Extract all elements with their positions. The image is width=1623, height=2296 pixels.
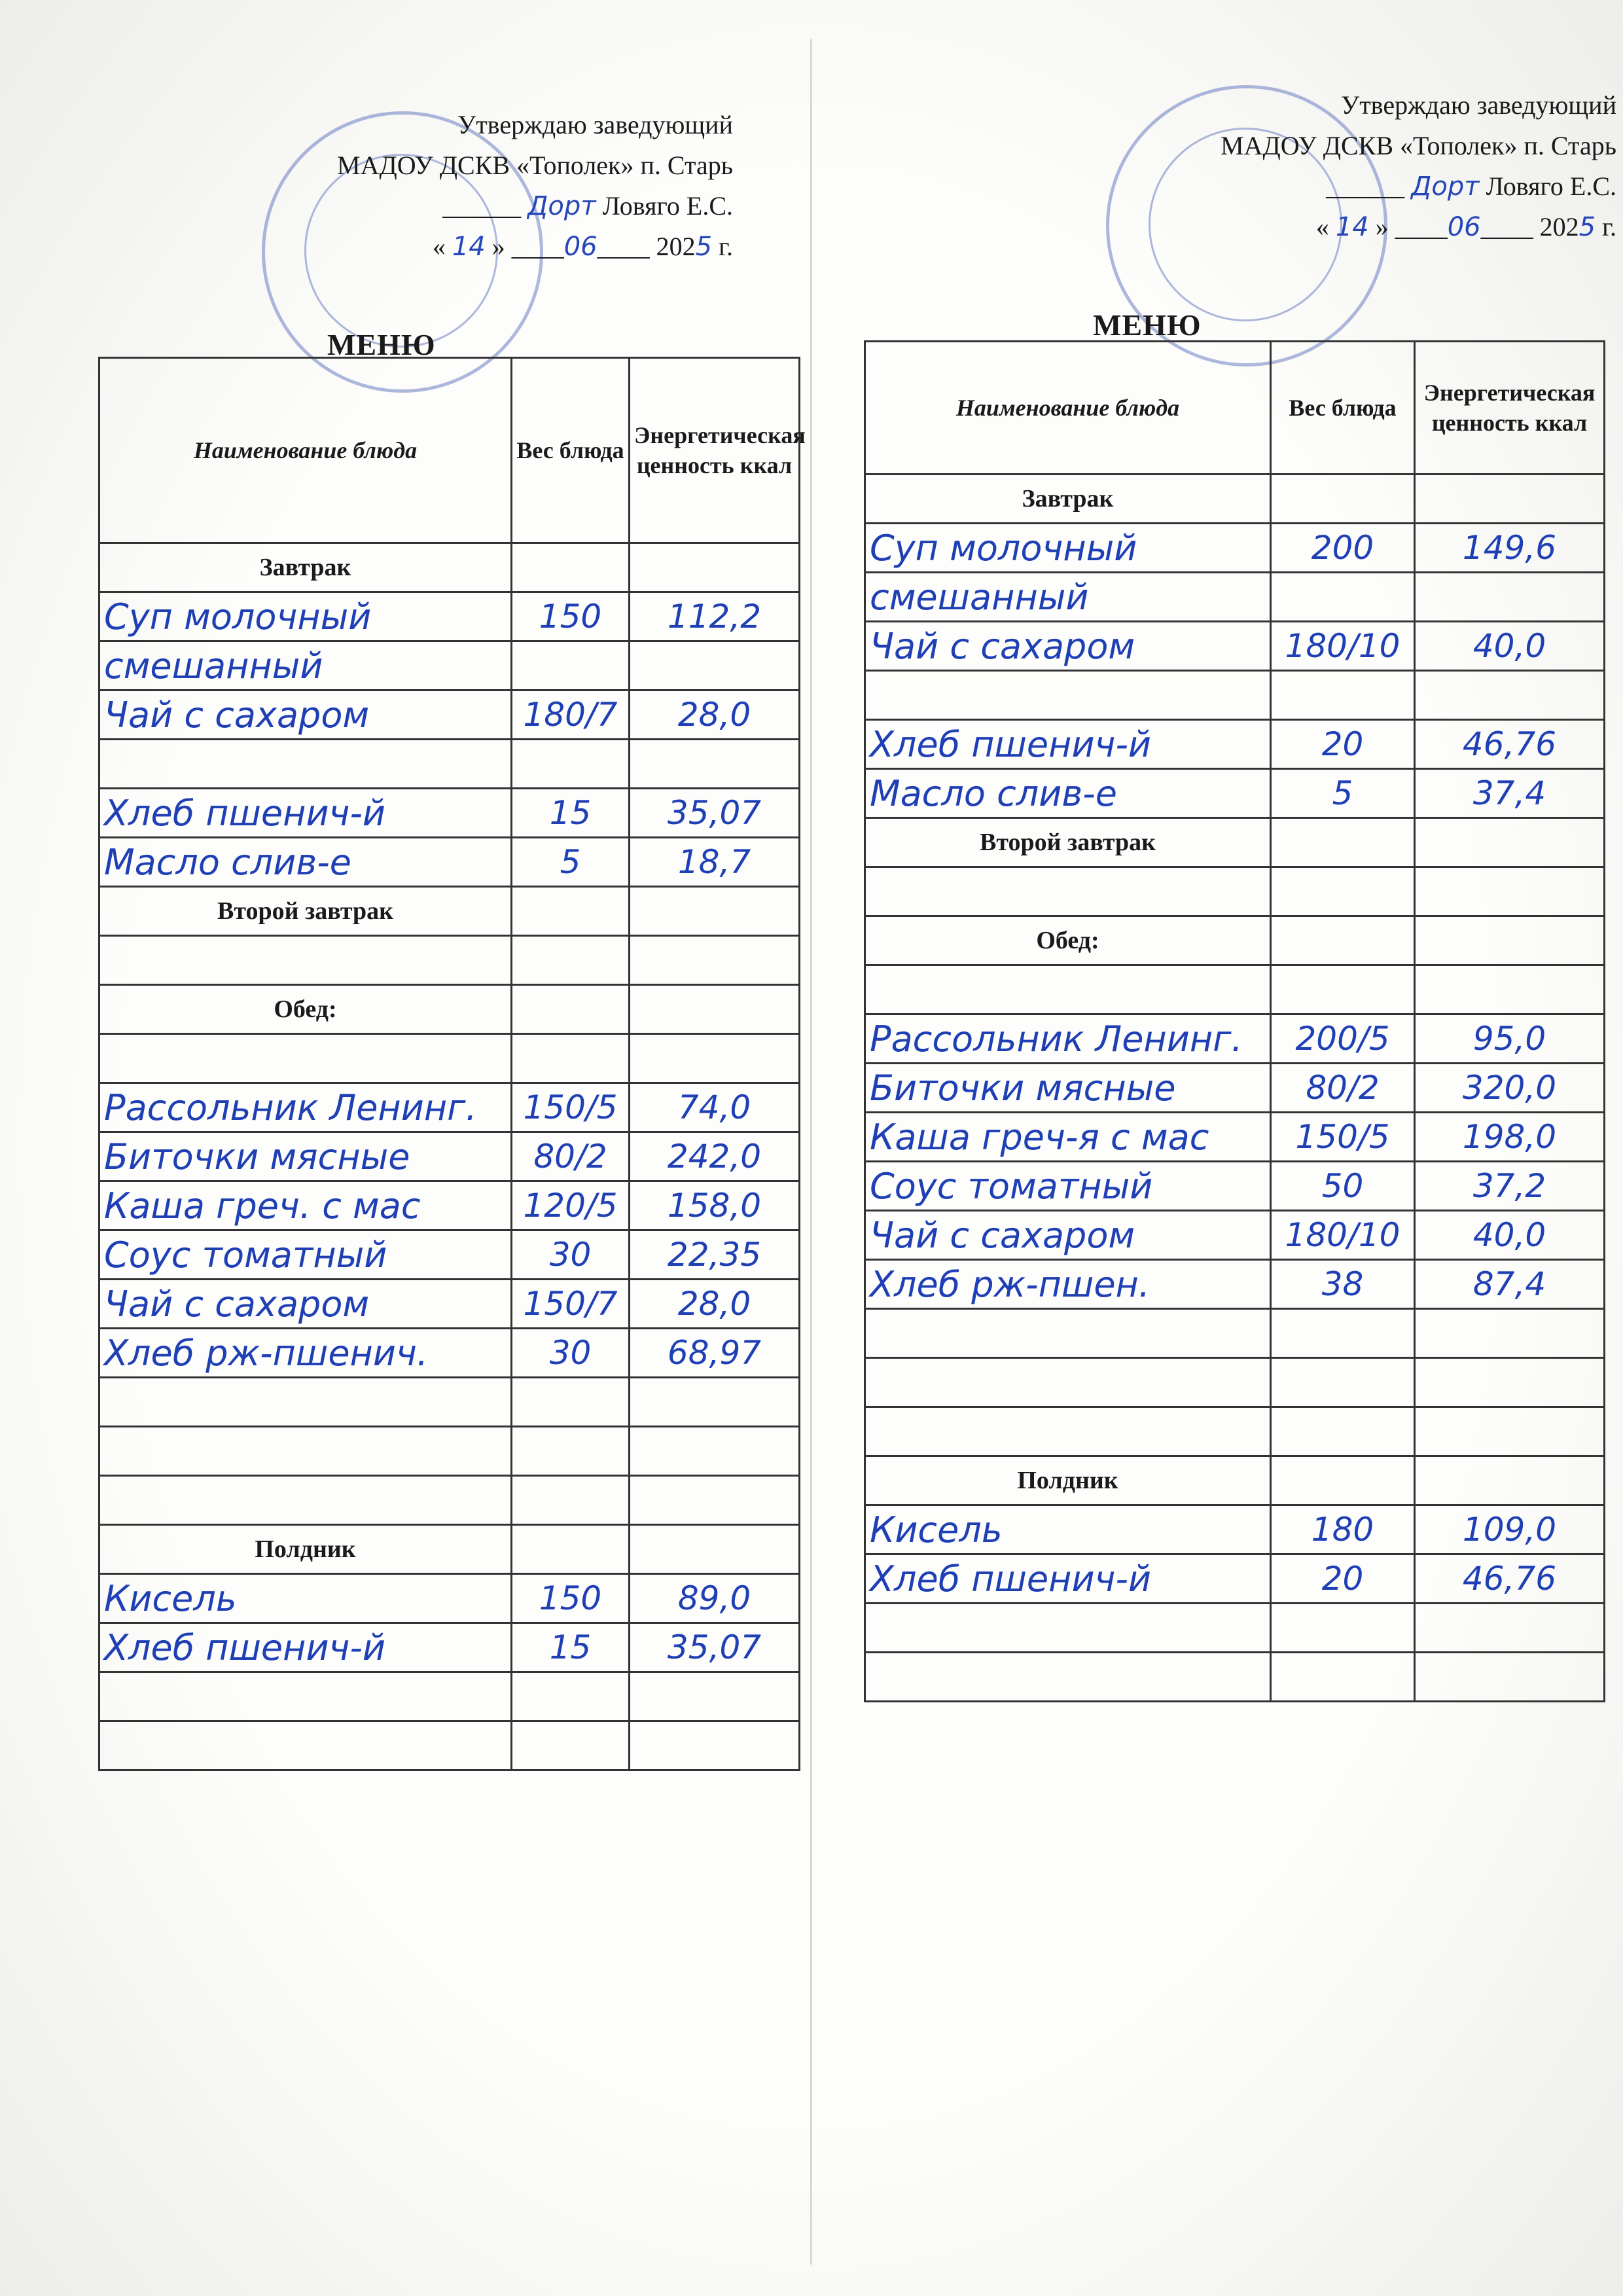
date-day: 14 [452,232,486,262]
approval-org: МАДОУ ДСКВ «Тополек» п. Старь [1221,131,1616,160]
table-row: смешанный [865,573,1605,622]
menu-title: МЕНЮ [327,328,436,361]
table-row: Масло слив-е 5 18,7 [99,838,800,887]
approval-org: МАДОУ ДСКВ «Тополек» п. Старь [337,151,733,180]
section-snack: Полдник [99,1525,512,1574]
menu-table [864,340,1605,1702]
approval-title: Утверждаю заведующий [457,110,733,139]
header-weight: Вес блюда [512,358,630,543]
section-breakfast: Завтрак [99,543,512,592]
approval-date: « 14 » ____06____ 2025 г. [1315,212,1616,242]
table-row: Хлеб рж-пшенич. 30 68,97 [99,1329,800,1378]
table-row: смешанный [99,641,800,691]
table-row: Суп молочный 200 149,6 [865,524,1605,573]
table-row: Биточки мясные 80/2 320,0 [865,1064,1605,1113]
header-weight: Вес блюда [1271,342,1415,475]
signature: Дорт [527,191,596,221]
menu-right [812,0,1623,2296]
table-row: Рассольник Ленинг. 150/5 74,0 [99,1083,800,1132]
table-row: Чай с сахаром 180/7 28,0 [99,691,800,740]
table-row: Хлеб пшенич-й 15 35,07 [99,789,800,838]
date-month: 06 [1447,212,1481,242]
approval-block [196,105,733,267]
approval-block [929,85,1616,247]
table-row: Рассольник Ленинг. 200/5 95,0 [865,1014,1605,1064]
table-row: Биточки мясные 80/2 242,0 [99,1132,800,1181]
date-year: 5 [1578,212,1596,242]
table-row: Кисель 150 89,0 [99,1574,800,1623]
table-row: Масло слив-е 5 37,4 [865,769,1605,818]
header-dish-name: Наименование блюда [99,358,512,543]
menu-table [98,357,806,1771]
header-dish-name: Наименование блюда [865,342,1271,475]
section-breakfast: Завтрак [865,475,1271,524]
table-row: Хлеб пшенич-й 20 46,76 [865,1554,1605,1604]
table-row: Суп молочный 150 112,2 [99,592,800,641]
section-second-breakfast: Второй завтрак [99,887,512,936]
table-row: Чай с сахаром 150/7 28,0 [99,1280,800,1329]
table-row: Хлеб пшенич-й 20 46,76 [865,720,1605,769]
section-lunch: Обед: [99,985,512,1034]
table-row: Каша греч-я с мас 150/5 198,0 [865,1113,1605,1162]
table-row: Соус томатный 30 22,35 [99,1230,800,1280]
approval-signature-line: ______ Дорт Ловяго Е.С. [1326,171,1616,202]
menu-title: МЕНЮ [1093,308,1202,342]
header-energy: Энергетическая ценность ккал [1415,342,1605,475]
approver-name: Ловяго Е.С. [1486,171,1616,201]
table-row: Кисель 180 109,0 [865,1505,1605,1554]
section-snack: Полдник [865,1456,1271,1505]
table-row: Каша греч. с мас 120/5 158,0 [99,1181,800,1230]
table-row: Чай с сахаром 180/10 40,0 [865,1211,1605,1260]
signature: Дорт [1411,171,1480,202]
table-row: Соус томатный 50 37,2 [865,1162,1605,1211]
table-row: Чай с сахаром 180/10 40,0 [865,622,1605,671]
table-row: Хлеб пшенич-й 15 35,07 [99,1623,800,1672]
date-month: 06 [563,232,597,262]
section-second-breakfast: Второй завтрак [865,818,1271,867]
table-row: Хлеб рж-пшен. 38 87,4 [865,1260,1605,1309]
date-year: 5 [695,232,713,262]
date-day: 14 [1335,212,1369,242]
header-energy: Энергетическая ценность ккал [630,358,800,543]
approver-name: Ловяго Е.С. [602,191,733,221]
approval-date: « 14 » ____06____ 2025 г. [432,232,733,262]
approval-title: Утверждаю заведующий [1340,90,1616,120]
section-lunch: Обед: [865,916,1271,965]
approval-signature-line: ______ Дорт Ловяго Е.С. [442,191,733,221]
